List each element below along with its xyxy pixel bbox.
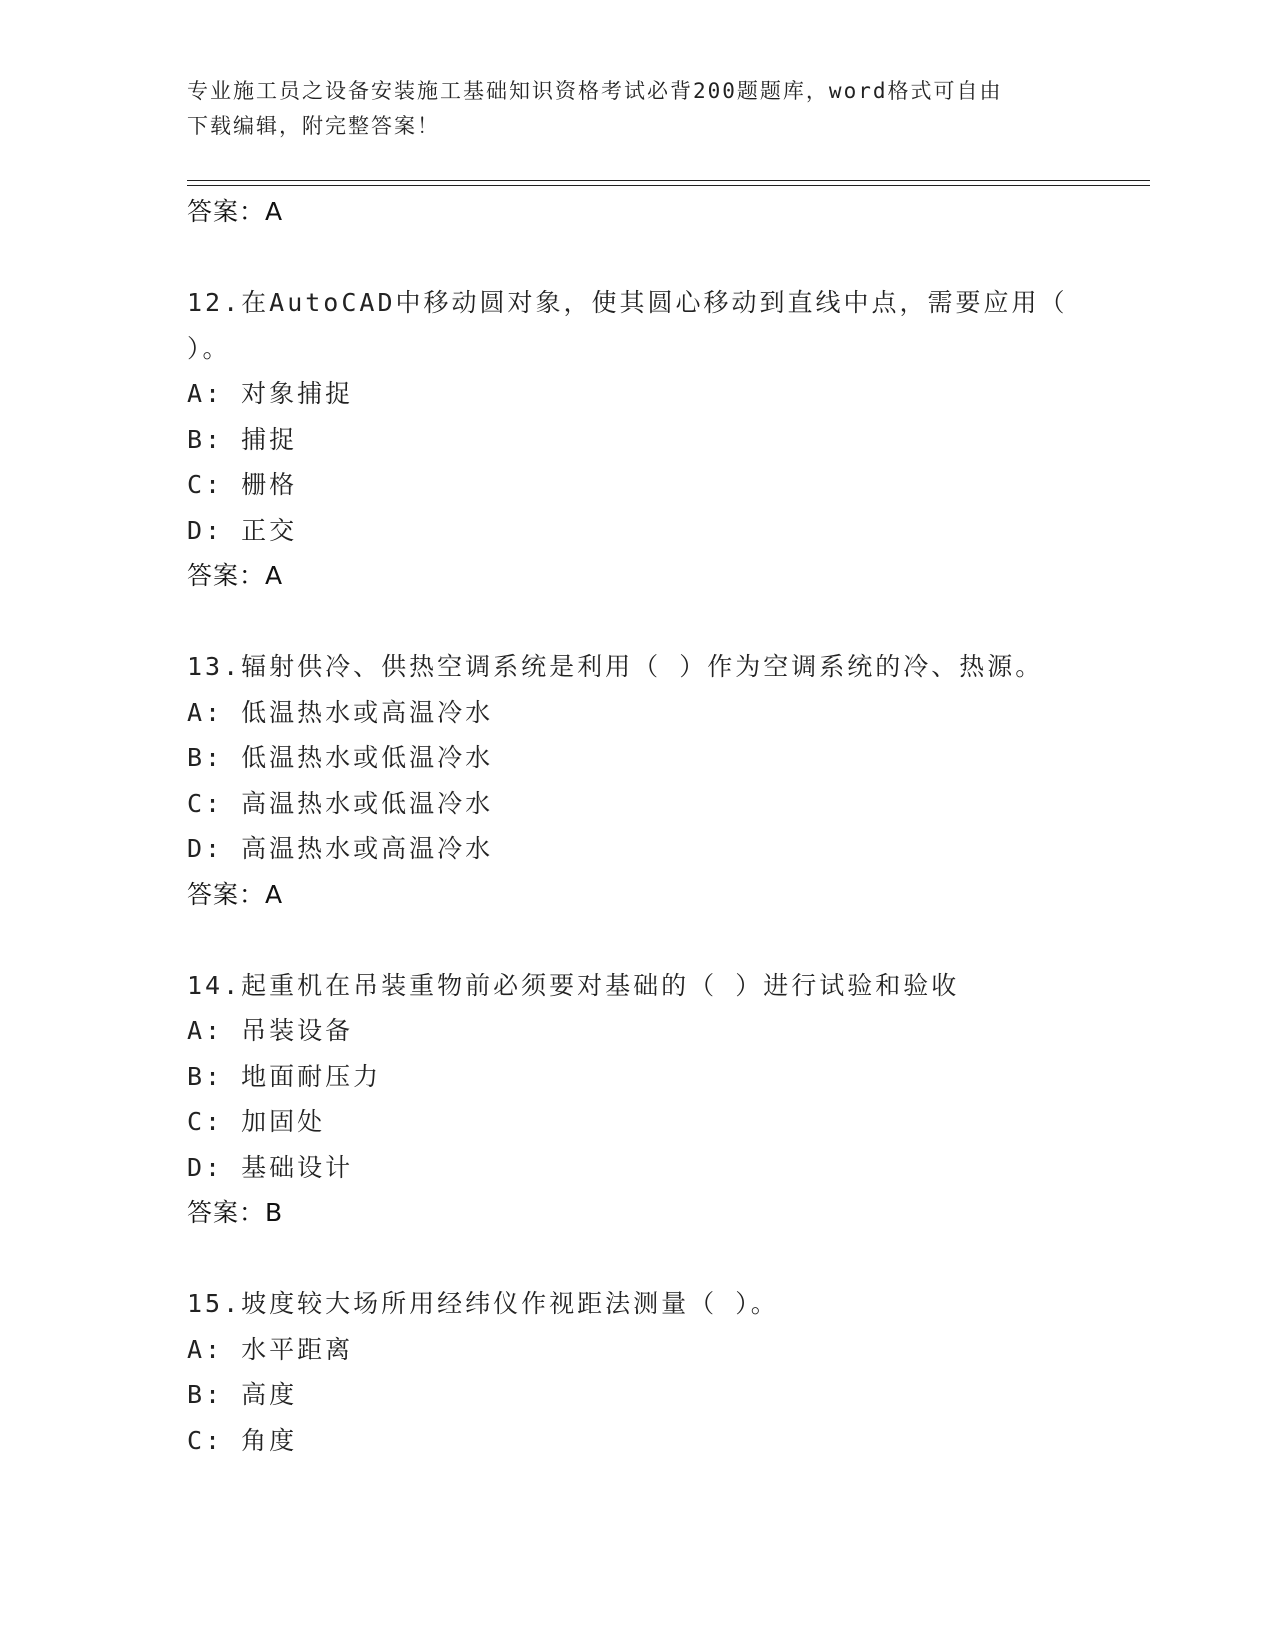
question-stem: 12.在AutoCAD中移动圆对象，使其圆心移动到直线中点，需要应用（ [187, 288, 1068, 317]
question-list [187, 189, 1087, 1463]
question-12 [187, 280, 1087, 599]
question-13 [187, 644, 1087, 917]
header-title-line-2: 下载编辑，附完整答案！ [187, 114, 440, 138]
question-stem: 14.起重机在吊装重物前必须要对基础的（ ）进行试验和验收 [187, 970, 960, 1000]
option-d: D: 正交 [187, 515, 298, 545]
spacer [187, 235, 1087, 281]
header-divider [187, 180, 1150, 186]
question-stem: 13.辐射供冷、供热空调系统是利用（ ）作为空调系统的冷、热源。 [187, 652, 1044, 681]
option-b: B: 地面耐压力 [187, 1061, 382, 1091]
question-stem-continued: ）。 [187, 333, 231, 363]
option-d: D: 高温热水或高温冷水 [187, 834, 494, 863]
spacer [187, 917, 1087, 963]
option-d: D: 基础设计 [187, 1152, 354, 1182]
option-a: A: 水平距离 [187, 1334, 354, 1364]
option-c: C: 加固处 [187, 1107, 326, 1136]
question-14 [187, 963, 1087, 1236]
option-c: C: 角度 [187, 1425, 298, 1455]
answer-11: 答案：A [187, 197, 284, 226]
option-b: B: 高度 [187, 1380, 298, 1409]
option-a: A: 低温热水或高温冷水 [187, 697, 494, 727]
spacer [187, 599, 1087, 645]
option-a: A: 吊装设备 [187, 1016, 354, 1045]
answer: 答案：A [187, 879, 284, 909]
answer: 答案：B [187, 1198, 284, 1227]
header-title-line-1: 专业施工员之设备安装施工基础知识资格考试必背200题题库，word格式可自由 [187, 79, 1003, 103]
spacer [187, 1236, 1087, 1282]
answer: 答案：A [187, 561, 284, 590]
option-c: C: 栅格 [187, 470, 298, 499]
question-stem: 15.坡度较大场所用经纬仪作视距法测量（ ）。 [187, 1289, 779, 1318]
option-a: A: 对象捕捉 [187, 379, 354, 408]
option-b: B: 捕捉 [187, 424, 298, 454]
option-c: C: 高温热水或低温冷水 [187, 788, 494, 818]
document-header [187, 74, 1067, 144]
question-15 [187, 1281, 1087, 1463]
option-b: B: 低温热水或低温冷水 [187, 743, 494, 772]
